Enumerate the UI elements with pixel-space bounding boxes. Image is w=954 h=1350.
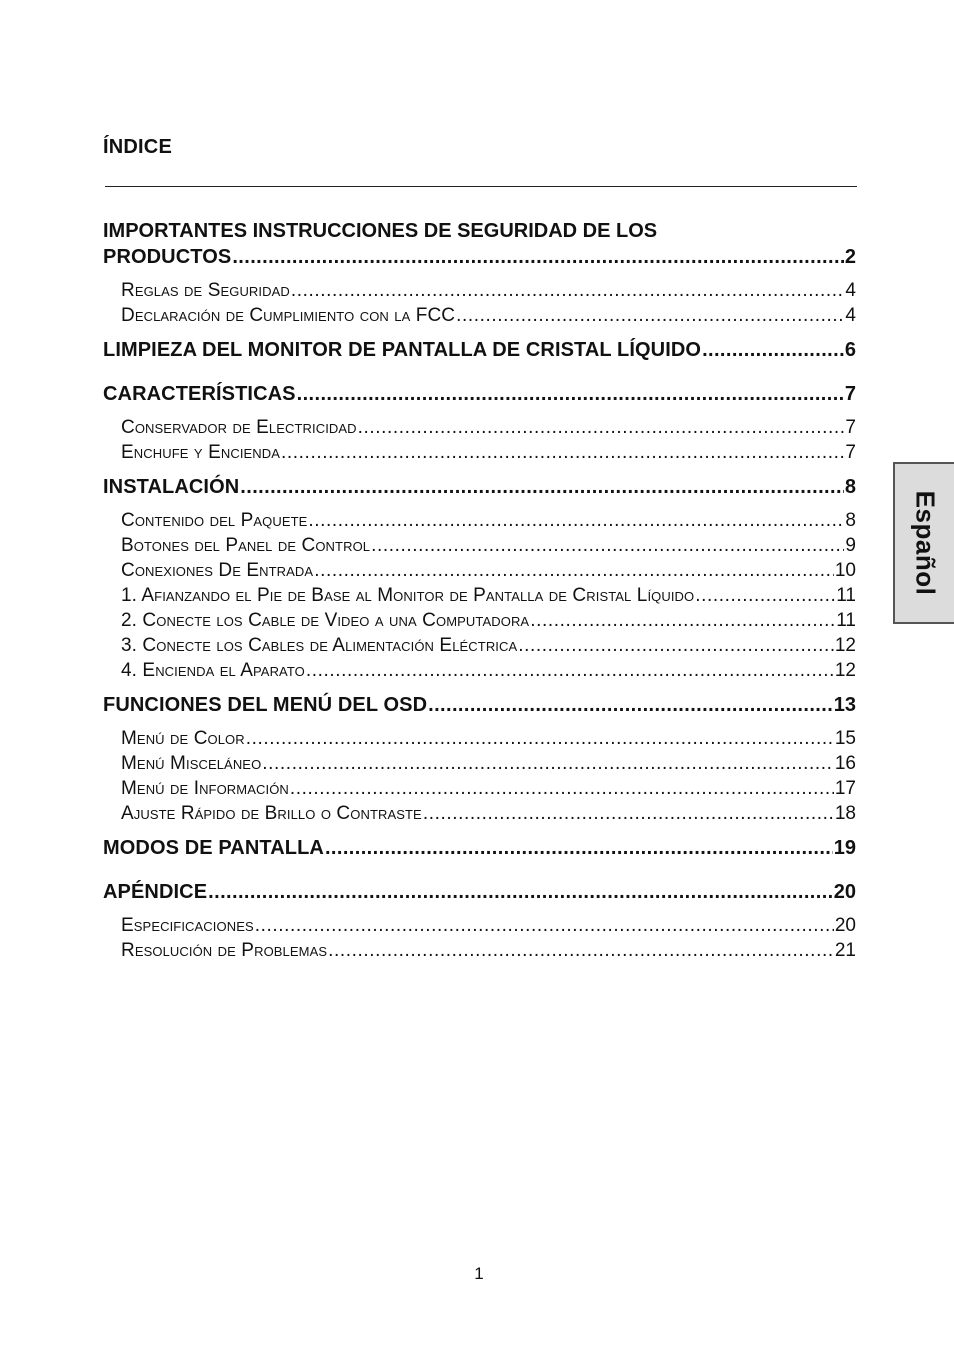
toc-page-number: 18: [834, 803, 856, 824]
toc-sub-entry[interactable]: [103, 633, 856, 658]
toc-entry-label: Resolución de Problemas: [121, 940, 328, 961]
dot-leader: [291, 278, 845, 303]
toc-sub-entry[interactable]: [103, 913, 856, 938]
toc-section: [103, 474, 856, 683]
toc-sub-entry[interactable]: [103, 658, 856, 683]
dot-leader: [358, 415, 845, 440]
toc-main-entry[interactable]: [103, 244, 856, 270]
toc-sub-entry[interactable]: [103, 533, 856, 558]
language-side-tab: [893, 462, 954, 624]
toc-page-number: 7: [845, 417, 856, 438]
toc-entry-label: INSTALACIÓN: [103, 476, 240, 498]
toc-entry-label: 1. Afianzando el Pie de Base al Monitor de Pantalla de Cristal Líquido: [121, 585, 695, 606]
toc-page-number: 12: [834, 660, 856, 681]
toc-page-number: 20: [833, 881, 856, 903]
toc-entry-label: PRODUCTOS: [103, 246, 232, 268]
toc-page-number: 7: [844, 383, 856, 405]
toc-entry-label: Ajuste Rápido de Brillo o Contraste: [121, 803, 422, 824]
toc-main-entry[interactable]: [103, 692, 856, 718]
toc-page-number: 6: [844, 339, 856, 361]
toc-sub-entry[interactable]: [103, 751, 856, 776]
toc-main-entry[interactable]: [103, 879, 856, 905]
toc-sub-entry[interactable]: [103, 608, 856, 633]
language-tab-label: Español: [910, 490, 940, 596]
toc-sub-entry[interactable]: [103, 558, 856, 583]
toc-page-number: 4: [845, 305, 856, 326]
toc-section: [103, 218, 856, 328]
toc-page-number: 17: [834, 778, 856, 799]
toc-entry-label: APÉNDICE: [103, 881, 208, 903]
toc-section: [103, 337, 856, 363]
toc-entry-label: LIMPIEZA DEL MONITOR DE PANTALLA DE CRISTAL LÍQUIDO: [103, 339, 702, 361]
dot-leader: [240, 474, 844, 500]
dot-leader: [262, 751, 834, 776]
dot-leader: [208, 879, 833, 905]
toc-entry-label: Enchufe y Encienda: [121, 442, 281, 463]
toc-page-number: 9: [845, 535, 856, 556]
toc-entry-label: FUNCIONES DEL MENÚ DEL OSD: [103, 694, 428, 716]
dot-leader: [428, 692, 833, 718]
toc-page-number: 10: [834, 560, 856, 581]
toc-page-number: 8: [845, 510, 856, 531]
toc-page-number: 21: [834, 940, 856, 961]
dot-leader: [290, 776, 834, 801]
toc-entry-label: 4. Encienda el Aparato: [121, 660, 305, 681]
toc-page-number: 2: [844, 246, 856, 268]
toc-sub-entry[interactable]: [103, 583, 856, 608]
toc-main-entry[interactable]: [103, 337, 856, 363]
toc-main-entry[interactable]: [103, 835, 856, 861]
toc-entry-label: Contenido del Paquete: [121, 510, 308, 531]
toc-page-number: 16: [834, 753, 856, 774]
dot-leader: [371, 533, 844, 558]
dot-leader: [702, 337, 844, 363]
dot-leader: [325, 835, 833, 861]
dot-leader: [232, 244, 844, 270]
toc-entry-label: Menú de Color: [121, 728, 245, 749]
dot-leader: [518, 633, 834, 658]
dot-leader: [306, 658, 834, 683]
dot-leader: [423, 801, 834, 826]
toc-section: [103, 879, 856, 963]
toc-sub-entry[interactable]: [103, 303, 856, 328]
dot-leader: [695, 583, 835, 608]
toc-sub-entry[interactable]: [103, 938, 856, 963]
toc-entry-label: 2. Conecte los Cable de Video a una Computadora: [121, 610, 530, 631]
title-divider: [105, 186, 857, 187]
toc-section: [103, 381, 856, 465]
toc-entry-label: Conservador de Electricidad: [121, 417, 357, 438]
toc-entry-label: Menú Misceláneo: [121, 753, 262, 774]
toc-entry-label: Especificaciones: [121, 915, 254, 936]
toc-entry-label: Conexiones De Entrada: [121, 560, 314, 581]
toc-main-entry[interactable]: [103, 474, 856, 500]
toc-main-title-line: IMPORTANTES INSTRUCCIONES DE SEGURIDAD DE LOS: [103, 220, 658, 242]
toc-section: [103, 835, 856, 861]
page-number: 1: [474, 1264, 484, 1283]
toc-main-entry[interactable]: [103, 381, 856, 407]
toc-entry-label: Botones del Panel de Control: [121, 535, 371, 556]
toc-page-number: 11: [836, 610, 856, 631]
dot-leader: [246, 726, 834, 751]
toc-sub-entry[interactable]: [103, 801, 856, 826]
toc-entry-label: Declaración de Cumplimiento con la FCC: [121, 305, 456, 326]
page-title: ÍNDICE: [103, 136, 172, 158]
toc-page-number: 8: [844, 476, 856, 498]
toc-page-number: 19: [833, 837, 856, 859]
toc-entry-label: CARACTERÍSTICAS: [103, 383, 296, 405]
toc-page-number: 15: [834, 728, 856, 749]
dot-leader: [456, 303, 844, 328]
toc-entry-label: 3. Conecte los Cables de Alimentación Eléctrica: [121, 635, 518, 656]
dot-leader: [314, 558, 834, 583]
toc-sub-entry[interactable]: [103, 440, 856, 465]
dot-leader: [297, 381, 844, 407]
dot-leader: [530, 608, 835, 633]
dot-leader: [328, 938, 834, 963]
toc-page-number: 20: [834, 915, 856, 936]
dot-leader: [255, 913, 834, 938]
toc-entry-label: Reglas de Seguridad: [121, 280, 290, 301]
toc-sub-entry[interactable]: [103, 726, 856, 751]
dot-leader: [308, 508, 844, 533]
toc-entry-label: MODOS DE PANTALLA: [103, 837, 324, 859]
toc-entry-label: Menú de Información: [121, 778, 289, 799]
toc-page-number: 13: [833, 694, 856, 716]
toc-page-number: 4: [845, 280, 856, 301]
toc-sub-entry[interactable]: [103, 508, 856, 533]
toc-sub-entry[interactable]: [103, 776, 856, 801]
dot-leader: [281, 440, 844, 465]
toc-page-number: 11: [836, 585, 856, 606]
toc-page-number: 12: [834, 635, 856, 656]
toc-sub-entry[interactable]: [103, 415, 856, 440]
toc-page-number: 7: [845, 442, 856, 463]
table-of-contents: [103, 218, 856, 963]
toc-sub-entry[interactable]: [103, 278, 856, 303]
toc-section: [103, 692, 856, 826]
